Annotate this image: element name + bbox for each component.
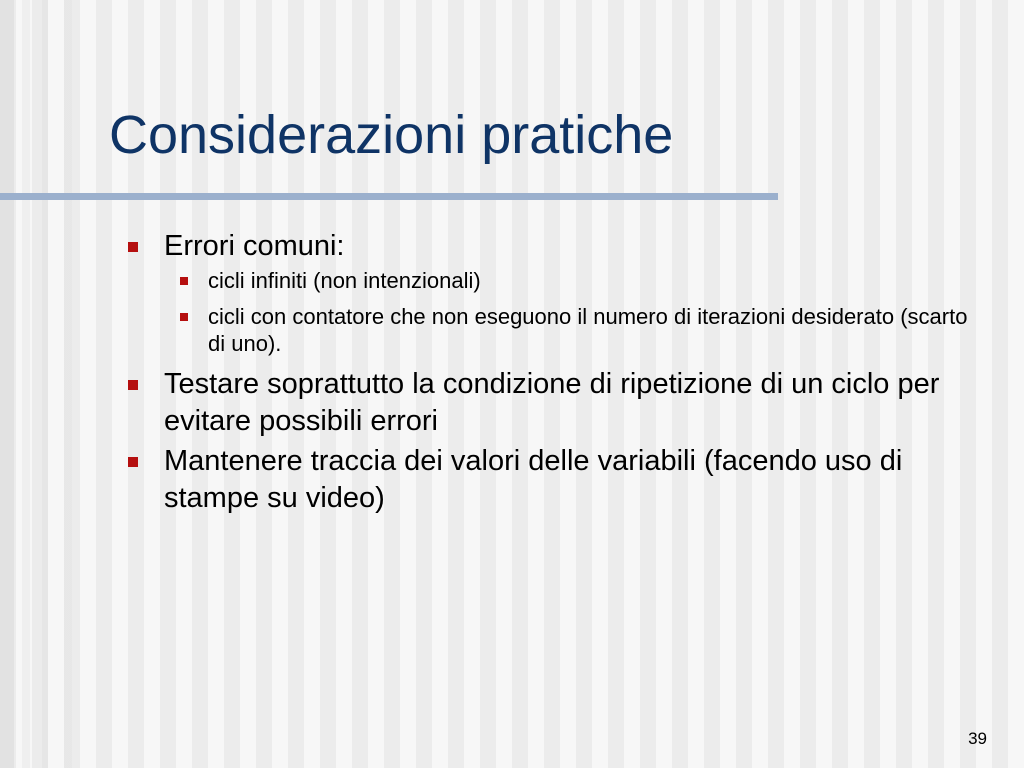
bullet-list	[122, 228, 982, 520]
page-number: 39	[968, 729, 987, 748]
square-bullet-icon	[128, 457, 138, 467]
slide-title: Considerazioni pratiche	[109, 105, 674, 165]
bullet-item	[122, 228, 982, 357]
square-bullet-icon	[180, 277, 188, 285]
bullet-text: Mantenere traccia dei valori delle variabili (facendo uso di stampe su video)	[164, 445, 903, 514]
sub-bullet-text: cicli con contatore che non eseguono il numero di iterazioni desiderato (scarto di uno).	[208, 304, 968, 356]
bullet-text: Testare soprattutto la condizione di ripetizione di un ciclo per evitare possibili errori	[164, 368, 940, 437]
square-bullet-icon	[128, 380, 138, 390]
sub-bullet-item	[164, 267, 982, 294]
bullet-item	[122, 443, 982, 517]
sub-bullet-text: cicli infiniti (non intenzionali)	[208, 268, 481, 293]
bullet-text: Errori comuni:	[164, 230, 345, 262]
bullet-item	[122, 366, 982, 440]
square-bullet-icon	[180, 313, 188, 321]
sub-bullet-item	[164, 303, 982, 357]
title-underline	[0, 193, 778, 200]
square-bullet-icon	[128, 242, 138, 252]
sub-bullet-list	[164, 267, 982, 357]
